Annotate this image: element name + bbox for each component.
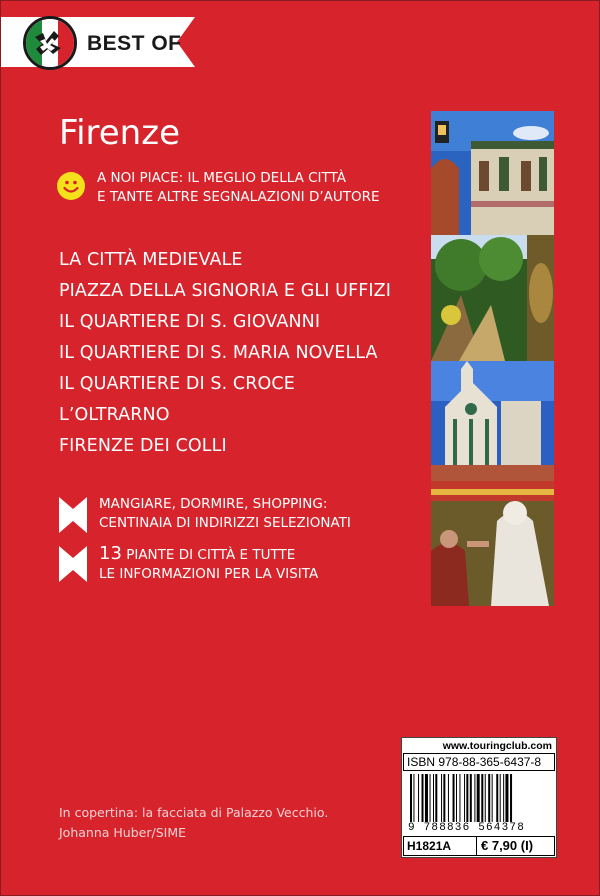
- like-line: E TANTE ALTRE SEGNALAZIONI D’AUTORE: [97, 189, 380, 205]
- barcode-digits: 9 788836 564378: [408, 822, 526, 834]
- price: € 7,90 (I): [477, 836, 555, 856]
- maps-count: 13: [99, 543, 122, 564]
- m-bookmark-icon: [59, 546, 87, 582]
- photo-strip: [431, 111, 554, 606]
- smiley-icon: [57, 172, 85, 200]
- calcio-storico-photo: [431, 481, 554, 606]
- garden-photo: [431, 235, 554, 361]
- feature-line: LE INFORMAZIONI PER LA VISITA: [99, 566, 319, 582]
- like-text: [97, 169, 380, 207]
- section-item: L’OLTRARNO: [59, 405, 170, 425]
- section-item: IL QUARTIERE DI S. GIOVANNI: [59, 312, 321, 332]
- feature-line: CENTINAIA DI INDIRIZZI SELEZIONATI: [99, 515, 351, 531]
- feature-line: MANGIARE, DORMIRE, SHOPPING:: [99, 496, 328, 512]
- like-line: A NOI PIACE: IL MEGLIO DELLA CITTÀ: [97, 170, 346, 186]
- series-badge: [1, 13, 211, 71]
- book-title: Firenze: [59, 113, 180, 153]
- product-code: H1821A: [403, 836, 477, 856]
- credit-line: Johanna Huber/SIME: [59, 825, 186, 840]
- sections-list: [59, 245, 391, 462]
- isbn: ISBN 978-88-365-6437-8: [403, 753, 555, 771]
- duomo-photo: [431, 111, 554, 235]
- credit-line: In copertina: la facciata di Palazzo Vecchio.: [59, 805, 329, 820]
- section-item: LA CITTÀ MEDIEVALE: [59, 250, 243, 270]
- section-item: PIAZZA DELLA SIGNORIA E GLI UFFIZI: [59, 281, 392, 301]
- cover-credit: [59, 803, 328, 843]
- touring-club-logo-icon: [23, 16, 77, 70]
- publisher-url: www.touringclub.com: [442, 740, 552, 752]
- series-label: BEST OF: [87, 32, 182, 55]
- barcode-icon: [408, 774, 550, 822]
- section-item: FIRENZE DEI COLLI: [59, 436, 227, 456]
- feature-line: PIANTE DI CITTÀ E TUTTE: [121, 547, 296, 563]
- section-item: IL QUARTIERE DI S. MARIA NOVELLA: [59, 343, 378, 363]
- santa-croce-photo: [431, 361, 554, 481]
- barcode-box: [401, 737, 557, 858]
- section-item: IL QUARTIERE DI S. CROCE: [59, 374, 295, 394]
- m-bookmark-icon: [59, 497, 87, 533]
